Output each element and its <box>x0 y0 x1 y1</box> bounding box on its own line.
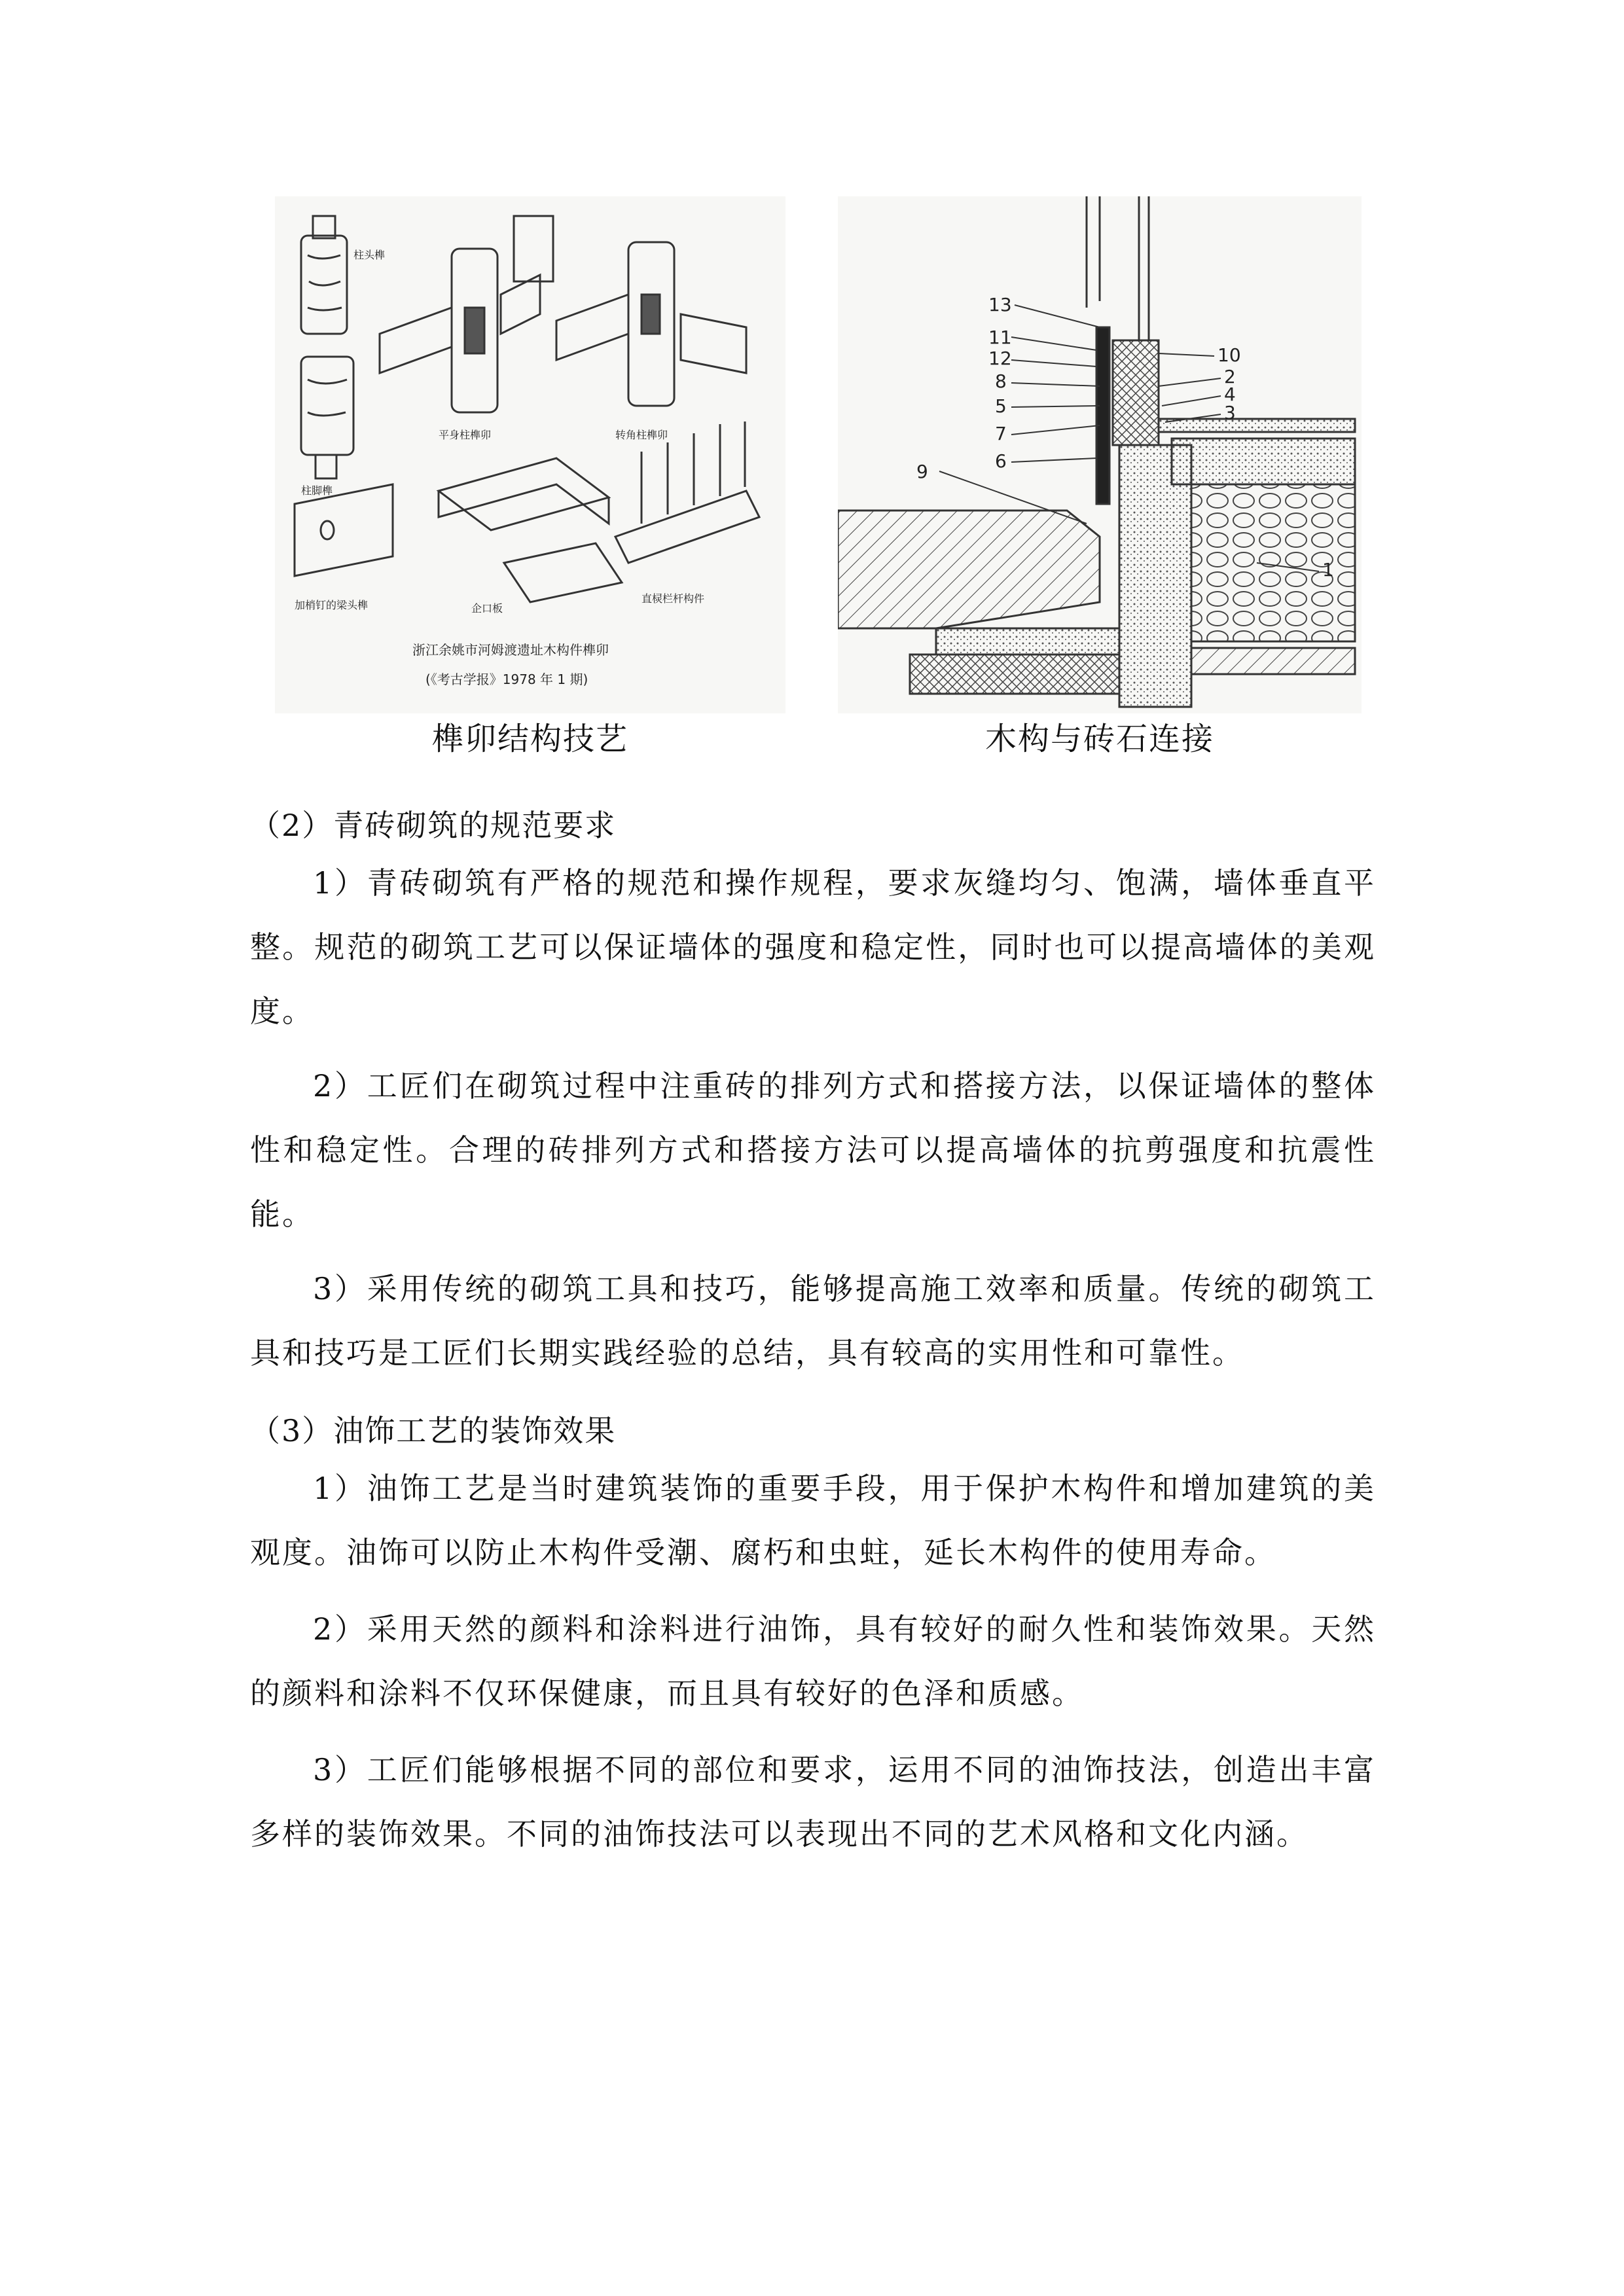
callout-7: 7 <box>995 423 1007 444</box>
right-figure-caption: 木构与砖石连接 <box>984 721 1214 757</box>
timber-masonry-figure <box>838 196 1362 713</box>
paragraph-painting-2: 2）采用天然的颜料和涂料进行油饰，具有较好的耐久性和装饰效果。天然的颜料和涂料不仅环保健康，而且具有较好的色泽和质感。 <box>250 1611 1376 1711</box>
callout-4: 4 <box>1224 384 1236 405</box>
callout-2: 2 <box>1224 366 1236 387</box>
left-figure-caption: 榫卯结构技艺 <box>431 721 628 757</box>
mortise-tenon-illustration <box>275 196 785 713</box>
callout-3: 3 <box>1224 402 1236 423</box>
callout-11: 11 <box>988 327 1012 348</box>
callout-8: 8 <box>995 370 1007 392</box>
label-zhi-ling: 直棂栏杆构件 <box>641 592 705 605</box>
callout-5: 5 <box>995 395 1007 417</box>
label-jia-xiao-ding: 加梢钉的梁头榫 <box>295 599 369 611</box>
mortise-tenon-figure <box>275 196 785 713</box>
callout-6: 6 <box>995 450 1007 472</box>
timber-masonry-section <box>838 196 1362 713</box>
label-zhuan-jiao: 转角柱榫卯 <box>615 429 668 441</box>
paragraph-brick-2: 2）工匠们在砌筑过程中注重砖的排列方式和搭接方法，以保证墙体的整体性和稳定性。合理的砖排列方式和搭接方法可以提高墙体的抗剪强度和抗震性能。 <box>250 1068 1376 1232</box>
callout-10: 10 <box>1218 344 1241 366</box>
paragraph-painting-3: 3）工匠们能够根据不同的部位和要求，运用不同的油饰技法，创造出丰富多样的装饰效果。不同的油饰技法可以表现出不同的艺术风格和文化内涵。 <box>250 1752 1376 1852</box>
section-heading-brick: （2）青砖砌筑的规范要求 <box>250 808 617 843</box>
callout-12: 12 <box>988 348 1012 369</box>
section-heading-painting: （3）油饰工艺的装饰效果 <box>250 1413 617 1448</box>
figure-source-line2: (《考古学报》1978 年 1 期) <box>425 672 588 687</box>
figure-source-line1: 浙江余姚市河姆渡遗址木构件榫卯 <box>412 642 609 658</box>
label-ping-shen: 平身柱榫卯 <box>439 429 492 441</box>
paragraph-painting-1: 1）油饰工艺是当时建筑装饰的重要手段，用于保护木构件和增加建筑的美观度。油饰可以防止木构件受潮、腐朽和虫蛀，延长木构件的使用寿命。 <box>250 1471 1376 1570</box>
label-qi-kou-ban: 企口板 <box>471 602 503 615</box>
callout-9: 9 <box>916 461 928 482</box>
label-zhu-tou-sun: 柱头榫 <box>353 249 386 261</box>
label-zhu-jiao-sun: 柱脚榫 <box>301 484 333 497</box>
paragraph-brick-3: 3）采用传统的砌筑工具和技巧，能够提高施工效率和质量。传统的砌筑工具和技巧是工匠们长期实践经验的总结，具有较高的实用性和可靠性。 <box>250 1271 1376 1371</box>
paragraph-brick-1: 1）青砖砌筑有严格的规范和操作规程，要求灰缝均匀、饱满，墙体垂直平整。规范的砌筑工艺可以保证墙体的强度和稳定性，同时也可以提高墙体的美观度。 <box>250 865 1376 1029</box>
callout-13: 13 <box>988 294 1012 315</box>
callout-1: 1 <box>1322 559 1334 581</box>
